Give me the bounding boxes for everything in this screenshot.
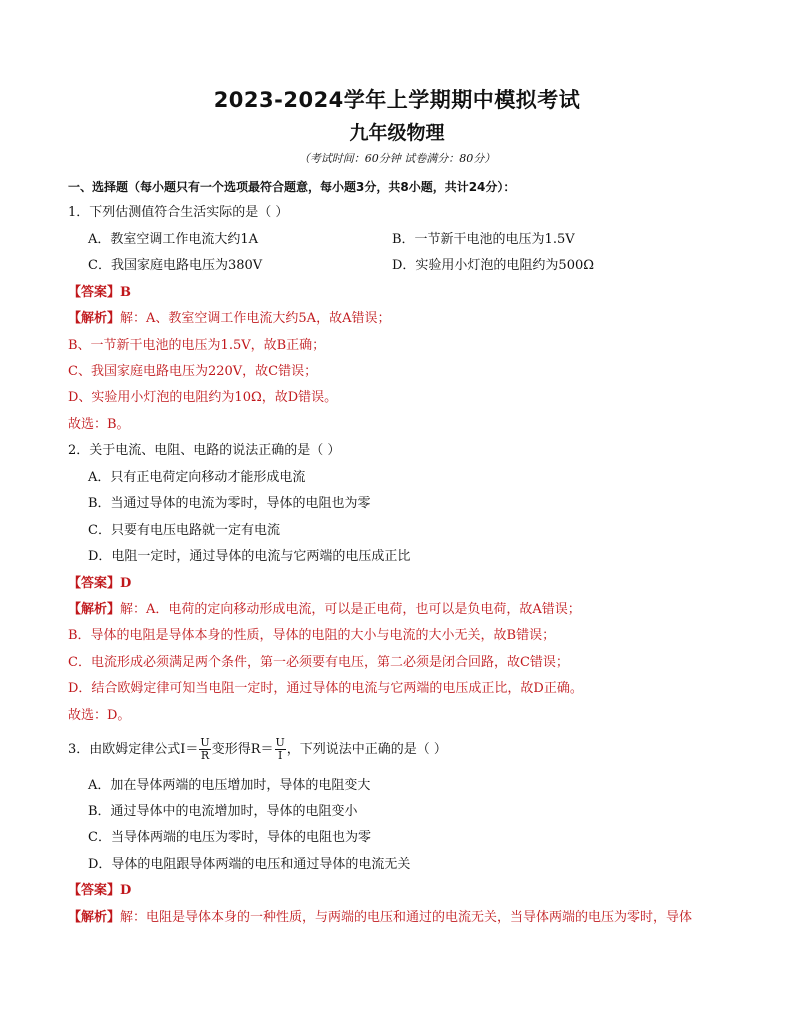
q1-answer xyxy=(68,284,131,302)
q2-analysis-3: D．结合欧姆定律可知当电阻一定时，通过导体的电流与它两端的电压成正比，故D正确。 xyxy=(68,681,583,696)
q2-option-c: C．只要有电压电路就一定有电流 xyxy=(88,523,280,538)
q1-analysis-4: 故选：B。 xyxy=(68,417,130,432)
answer-tag: 【答案】 xyxy=(68,576,121,591)
q1-option-c: C．我国家庭电路电压为380V xyxy=(88,258,263,273)
fraction-numerator: U xyxy=(275,736,285,749)
q2-analysis-0 xyxy=(68,601,581,619)
analysis-text: 解：A．电荷的定向移动形成电流，可以是正电荷，也可以是负电荷，故A错误； xyxy=(120,602,581,617)
q1-option-b: B．一节新干电池的电压为1.5V xyxy=(392,232,575,247)
q1-option-d: D．实验用小灯泡的电阻约为500Ω xyxy=(392,258,595,273)
q1-analysis-0 xyxy=(68,310,390,328)
analysis-text: 解：电阻是导体本身的一种性质，与两端的电压和通过的电流无关，当导体两端的电压为零时，导体 xyxy=(120,910,693,925)
fraction-denominator: R xyxy=(200,749,210,762)
q3-stem-post: ，下列说法中正确的是（ ） xyxy=(286,742,447,757)
exam-subtitle: 九年级物理 xyxy=(349,122,445,144)
q3-option-b: B．通过导体中的电流增加时，导体的电阻变小 xyxy=(88,804,358,819)
q3-option-d: D．导体的电阻跟导体两端的电压和通过导体的电流无关 xyxy=(88,857,411,872)
q1-analysis-2: C、我国家庭电路电压为220V，故C错误； xyxy=(68,364,318,379)
q2-analysis-1: B．导体的电阻是导体本身的性质，导体的电阻的大小与电流的大小无关，故B错误； xyxy=(68,628,556,643)
q2-option-a: A．只有正电荷定向移动才能形成电流 xyxy=(88,470,306,485)
analysis-tag: 【解析】 xyxy=(68,602,121,617)
answer-value: B xyxy=(120,285,132,300)
exam-title: 2023-2024学年上学期期中模拟考试 xyxy=(213,88,581,112)
answer-tag: 【答案】 xyxy=(68,883,121,898)
q2-analysis-4: 故选：D。 xyxy=(68,708,131,723)
fraction-numerator: U xyxy=(200,736,210,749)
section-heading: 一、选择题（每小题只有一个选项最符合题意，每小题3分，共8小题，共计24分）： xyxy=(68,180,516,194)
analysis-tag: 【解析】 xyxy=(68,311,121,326)
q3-stem-mid: 变形得R＝ xyxy=(211,742,274,757)
q3-analysis-0 xyxy=(68,909,692,927)
q3-option-c: C．当导体两端的电压为零时，导体的电阻也为零 xyxy=(88,830,371,845)
fraction-u-over-r xyxy=(199,737,210,762)
answer-value: D xyxy=(120,883,132,898)
q1-stem: 1．下列估测值符合生活实际的是（ ） xyxy=(68,205,289,220)
q3-stem xyxy=(68,737,447,762)
answer-value: D xyxy=(120,576,132,591)
q2-option-d: D．电阻一定时，通过导体的电流与它两端的电压成正比 xyxy=(88,549,411,564)
q2-stem: 2．关于电流、电阻、电路的说法正确的是（ ） xyxy=(68,443,341,458)
q1-option-a: A．教室空调工作电流大约1A xyxy=(88,232,259,247)
q2-analysis-2: C．电流形成必须满足两个条件，第一必须要有电压，第二必须是闭合回路，故C错误； xyxy=(68,655,569,670)
q3-option-a: A．加在导体两端的电压增加时，导体的电阻变大 xyxy=(88,778,371,793)
analysis-text: 解：A、教室空调工作电流大约5A，故A错误； xyxy=(120,311,391,326)
fraction-denominator: I xyxy=(277,749,283,762)
q2-option-b: B．当通过导体的电流为零时，导体的电阻也为零 xyxy=(88,496,371,511)
fraction-u-over-i xyxy=(275,737,286,762)
answer-tag: 【答案】 xyxy=(68,285,121,300)
exam-info: （考试时间：60分钟 试卷满分：80分） xyxy=(298,152,496,165)
q1-analysis-1: B、一节新干电池的电压为1.5V，故B正确； xyxy=(68,338,326,353)
q3-stem-pre: 3．由欧姆定律公式I＝ xyxy=(68,742,199,757)
analysis-tag: 【解析】 xyxy=(68,910,121,925)
q3-answer xyxy=(68,882,131,900)
q2-answer xyxy=(68,575,131,593)
q1-analysis-3: D、实验用小灯泡的电阻约为10Ω，故D错误。 xyxy=(68,390,338,405)
